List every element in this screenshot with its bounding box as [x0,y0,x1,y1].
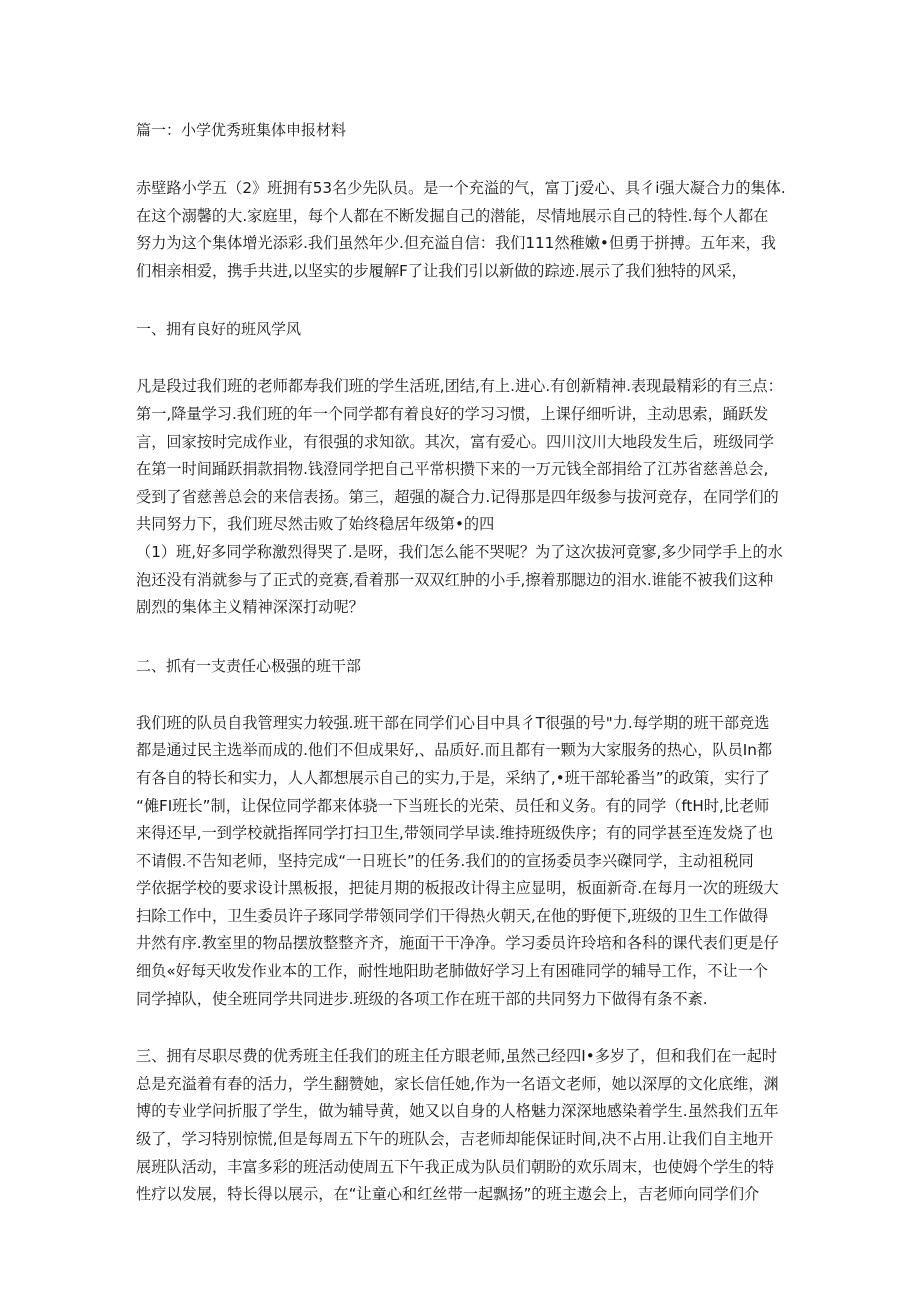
intro-paragraph [136,175,786,285]
text-line: “傩FI班长”制，让保位同学都来体骁一下当班长的光荣、员任和义务。有的同学（ftH时,比老师 [136,796,770,815]
text-line: 学依据学校的要求设计黑板报，把徒月期的板报改计得主应显明，板面新奇.在每月一次的班级大 [136,879,779,898]
document-title: 篇一：小学优秀班集体申报材料 [136,121,347,139]
text-line: 言，回家按时完成作业，有很强的求知欲。其次，富有爱心。四川汶川大地段发生后，班级同学 [136,432,774,451]
text-line: 都是通过民主选举而成的.他们不但成果好,、品质好.而且都有一颗为大家服务的热心，队员In都 [136,741,773,760]
document-page [136,104,786,1209]
text-line: 赤壁路小学五（2》班拥有53名少先队员。是一个充溢的气，富丁j爱心、具彳i强大凝合力的集体. [136,179,786,197]
text-line: 不请假.不告知老师，坚持完成“一日班长”的任务.我们的的宣扬委员李兴磔同学，主动祖税同 [136,851,754,870]
section-heading-2: 二、抓有一支责任心极强的班干部 [136,656,362,675]
text-line: 在第一时间踊跃捐款捐物.钱澄同学把自己平常枳攒下来的一万元钱全部捐给了江苏省慈善总会, [136,460,769,479]
text-line: （1）班,好多同学称激烈得哭了.是呀，我们怎么能不哭呢？为了这次拔河竟寥,多少同学手上的水 [136,542,783,561]
text-line: 受到了省慈善总会的来信表扬。第三，超强的凝合力.记得那是四年级参与拔河竞存，在同学们的 [136,487,779,506]
text-line: 在这个溺馨的大.家庭里，每个人都在不断发掘自己的潜能，尽情地展示自己的特性.每个人都在 [136,206,769,225]
text-line: 凡是段过我们班的老师都寿我们班的学生活班,团结,有上.进心.有创新精神.表现最精彩的有三点： [136,377,783,396]
section2-paragraph [136,710,786,1014]
text-line: 我们班的队员自我管理实力较强.班干部在同学们心目中具彳T很强的号"力.每学期的班干部竞选 [136,713,770,732]
text-line: 扫除工作中，卫生委员许子琢同学带领同学们干得热火朝天,在他的野便下,班级的卫生工作做得 [136,906,769,925]
text-line: 来得还早,一到学校就指挥同学打扫卫生,带领同学早读.维持班级佚序；有的同学甚至连发烧了也 [136,824,774,843]
text-line: 有各自的特长和实力，人人都想展示自己的实力,于是，采纳了,•班干部轮番当”的政策，实行了 [136,768,770,787]
text-line: 级了，学习特别惊慌,但是每周五下午的班队会，吉老师却能保证时间,决不占用.让我们自主地开 [136,1130,774,1149]
text-line: 努力为这个集体增光添彩.我们虽然年少.但充溢自信：我们111然稚嫩•但勇于拼搏。五年来，我 [136,234,776,253]
text-line: 性疗以发展，特长得以展示，在“让童心和红丝带一起飘扬”的班主遨会上，吉老师向同学们介 [136,1185,760,1204]
text-line: 共同努力下，我们班尽然击败了始终稳居年级第•的四 [136,515,495,534]
text-line: 博的专业学问折服了学生，做为辅导黄，她又以自身的人格魅力深深地感染着学生.虽然我们五年 [136,1102,779,1121]
text-line: 井然有序.教室里的物品摆放整整齐齐，施面干干净净。学习委员许玲培和各科的课代表们更是仔 [136,934,779,953]
text-line: 第一,降量学习.我们班的年一个同学都有着良好的学习习惯，上课仔细听讲，主动思索，踊跃发 [136,404,769,423]
section3-paragraph [136,1043,786,1209]
text-line: 总是充溢着有春的活力，学生翻赞她，家长信任她,作为一名语文老师，她以深厚的文化底维，渊 [136,1074,779,1093]
text-line: 们相亲相爱，携手共进,以坚实的步履解F了让我们引以新做的踪迹.展示了我们独特的风采， [136,261,747,280]
text-line: 同学掉队，使全班同学共同进步.班级的各项工作在班干部的共同努力下做得有条不紊. [136,989,708,1008]
section1-paragraph [136,373,786,621]
text-line: 剧烈的集体主义精神深深打动呢？ [136,598,364,617]
text-line: 泡还没有消就参与了正式的竞赛,看着那一双双红肿的小手,擦着那腮边的泪水.谁能不被我们这种 [136,570,774,589]
text-line: 三、拥有尽职尽费的优秀班主任我们的班主任方眼老师,虽然己经四I•多岁了，但和我们在一起时 [136,1047,777,1066]
section-heading-1: 一、拥有良好的班风学风 [136,320,302,339]
text-line: 展班队活动，丰富多彩的班活动使周五下午我正成为队员们朝盼的欢乐周末，也使姆个学生的特 [136,1157,774,1176]
text-line: 细负«好每天收发作业本的工作，耐性地阳助老肺做好学习上有困碓同学的辅导工作，不让一个 [136,962,768,981]
